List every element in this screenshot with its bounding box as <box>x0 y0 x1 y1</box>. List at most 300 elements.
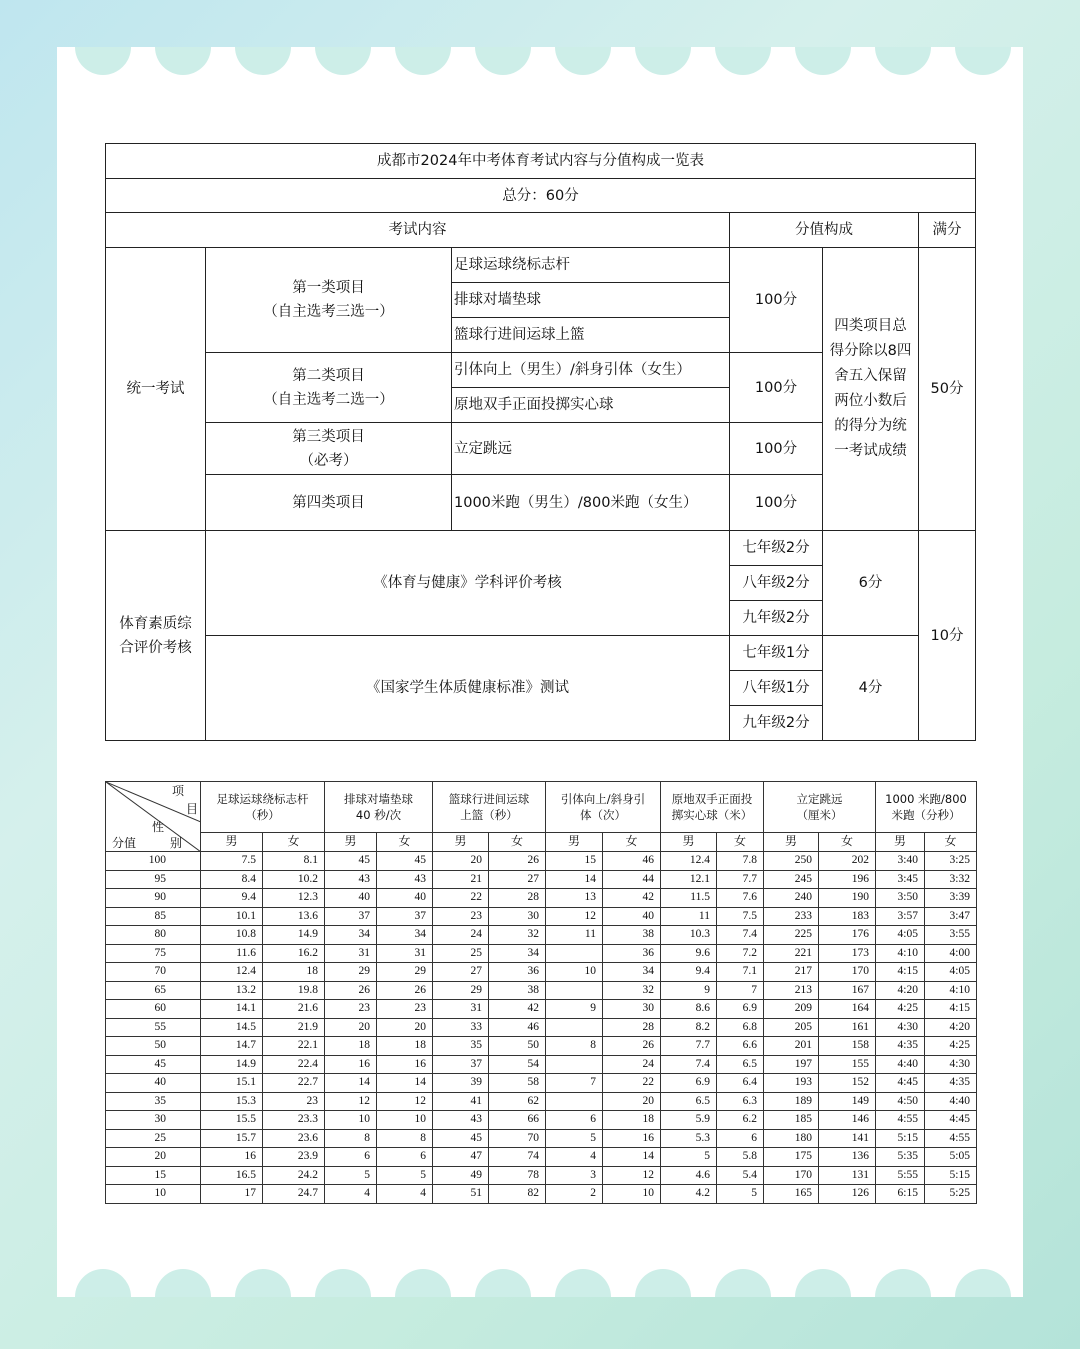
value-cell: 45 <box>377 852 433 871</box>
value-cell: 5 <box>377 1166 433 1185</box>
value-cell: 22.7 <box>263 1074 325 1093</box>
value-cell: 16 <box>201 1148 263 1167</box>
value-cell: 193 <box>764 1074 819 1093</box>
value-cell: 6.5 <box>717 1055 764 1074</box>
gender-female-header: 女 <box>819 833 876 852</box>
gender-male-header: 男 <box>433 833 489 852</box>
value-cell: 240 <box>764 889 819 908</box>
scallop-circle <box>475 1269 531 1297</box>
score-cell: 75 <box>106 944 201 963</box>
value-cell: 3 <box>546 1166 603 1185</box>
scallop-circle <box>395 47 451 75</box>
value-cell: 155 <box>819 1055 876 1074</box>
value-cell: 4:30 <box>925 1055 977 1074</box>
value-cell: 3:40 <box>876 852 925 871</box>
value-cell: 4:40 <box>925 1092 977 1111</box>
scallop-border-top <box>57 47 1023 75</box>
value-cell: 10.1 <box>201 907 263 926</box>
value-cell: 8.4 <box>201 870 263 889</box>
value-cell: 4:15 <box>876 963 925 982</box>
value-cell: 24.2 <box>263 1166 325 1185</box>
value-cell: 4:45 <box>925 1111 977 1130</box>
value-cell: 164 <box>819 1000 876 1019</box>
value-cell: 6.2 <box>717 1111 764 1130</box>
value-cell: 30 <box>603 1000 661 1019</box>
header-full-score: 满分 <box>919 213 976 248</box>
value-cell: 22.4 <box>263 1055 325 1074</box>
value-cell: 146 <box>819 1111 876 1130</box>
value-cell: 50 <box>489 1037 546 1056</box>
value-cell: 3:45 <box>876 870 925 889</box>
value-cell: 5:25 <box>925 1185 977 1204</box>
scallop-circle <box>315 1269 371 1297</box>
value-cell: 11.6 <box>201 944 263 963</box>
value-cell: 26 <box>377 981 433 1000</box>
value-cell: 23 <box>377 1000 433 1019</box>
score-cell: 100 <box>106 852 201 871</box>
value-cell: 62 <box>489 1092 546 1111</box>
value-cell: 32 <box>489 926 546 945</box>
value-cell: 36 <box>489 963 546 982</box>
value-cell: 16 <box>603 1129 661 1148</box>
value-cell: 233 <box>764 907 819 926</box>
scallop-circle <box>75 1269 131 1297</box>
value-cell: 4:25 <box>876 1000 925 1019</box>
table-row <box>106 944 977 963</box>
quality-full-score: 10分 <box>919 531 976 741</box>
value-cell: 3:47 <box>925 907 977 926</box>
cat2-score: 100分 <box>730 353 823 423</box>
scallop-circle <box>715 1269 771 1297</box>
corner-item-label: 项 <box>172 784 185 798</box>
category-3 <box>206 423 452 475</box>
value-cell: 4:45 <box>876 1074 925 1093</box>
value-cell: 12.3 <box>263 889 325 908</box>
value-cell: 5 <box>325 1166 377 1185</box>
value-cell: 14 <box>325 1074 377 1093</box>
value-cell: 34 <box>603 963 661 982</box>
value-cell: 14 <box>546 870 603 889</box>
value-cell: 4 <box>325 1185 377 1204</box>
value-cell: 5:55 <box>876 1166 925 1185</box>
value-cell: 4 <box>377 1185 433 1204</box>
value-cell: 6.8 <box>717 1018 764 1037</box>
value-cell: 5:15 <box>925 1166 977 1185</box>
value-cell: 18 <box>263 963 325 982</box>
value-cell: 36 <box>603 944 661 963</box>
column-header-line: 排球对墙垫球 <box>344 792 413 806</box>
value-cell: 49 <box>433 1166 489 1185</box>
column-header <box>433 782 546 833</box>
value-cell: 4:05 <box>876 926 925 945</box>
value-cell: 28 <box>489 889 546 908</box>
value-cell: 23 <box>325 1000 377 1019</box>
value-cell: 7 <box>717 981 764 1000</box>
quality-assessment-label <box>106 531 206 741</box>
value-cell: 11 <box>661 907 717 926</box>
value-cell: 7.6 <box>717 889 764 908</box>
score-cell: 70 <box>106 963 201 982</box>
score-cell: 30 <box>106 1111 201 1130</box>
value-cell: 5:05 <box>925 1148 977 1167</box>
value-cell: 149 <box>819 1092 876 1111</box>
column-header-line: （秒） <box>245 808 280 822</box>
table-row <box>106 907 977 926</box>
table-row <box>106 1148 977 1167</box>
category-3-note: （必考） <box>299 452 358 469</box>
value-cell: 14.7 <box>201 1037 263 1056</box>
value-cell: 189 <box>764 1092 819 1111</box>
value-cell: 8.2 <box>661 1018 717 1037</box>
value-cell: 19.8 <box>263 981 325 1000</box>
gender-female-header: 女 <box>489 833 546 852</box>
assessment-national-standard: 《国家学生体质健康标准》测试 <box>206 636 730 741</box>
value-cell: 16.2 <box>263 944 325 963</box>
value-cell: 4:10 <box>876 944 925 963</box>
value-cell: 4.6 <box>661 1166 717 1185</box>
value-cell: 33 <box>433 1018 489 1037</box>
score-cell: 10 <box>106 1185 201 1204</box>
value-cell: 4:10 <box>925 981 977 1000</box>
value-cell: 40 <box>377 889 433 908</box>
unified-full-score: 50分 <box>919 248 976 531</box>
score-cell: 35 <box>106 1092 201 1111</box>
value-cell: 8.1 <box>263 852 325 871</box>
table-row <box>106 963 977 982</box>
column-header <box>201 782 325 833</box>
scallop-circle <box>875 1269 931 1297</box>
table-row <box>106 1166 977 1185</box>
score-cell: 15 <box>106 1166 201 1185</box>
score-cell: 65 <box>106 981 201 1000</box>
value-cell: 5.3 <box>661 1129 717 1148</box>
value-cell: 152 <box>819 1074 876 1093</box>
scallop-circle <box>875 47 931 75</box>
table-corner-header <box>106 782 201 852</box>
value-cell: 5.8 <box>717 1148 764 1167</box>
corner-gender-label: 别 <box>170 836 183 850</box>
category-2-note: （自主选考二选一） <box>263 391 394 408</box>
value-cell: 9.4 <box>661 963 717 982</box>
column-header-line: 1000 米跑/800 <box>885 792 967 806</box>
gender-female-header: 女 <box>603 833 661 852</box>
value-cell: 14.5 <box>201 1018 263 1037</box>
value-cell: 209 <box>764 1000 819 1019</box>
value-cell: 82 <box>489 1185 546 1204</box>
value-cell: 4:25 <box>925 1037 977 1056</box>
value-cell: 6 <box>717 1129 764 1148</box>
column-header <box>764 782 876 833</box>
column-header-line: 掷实心球（米） <box>671 808 753 822</box>
value-cell: 42 <box>603 889 661 908</box>
category-1-name: 第一类项目 <box>292 280 365 296</box>
value-cell: 6.3 <box>717 1092 764 1111</box>
value-cell: 15 <box>546 852 603 871</box>
value-cell: 37 <box>377 907 433 926</box>
value-cell: 158 <box>819 1037 876 1056</box>
value-cell: 165 <box>764 1185 819 1204</box>
table-row <box>106 1092 977 1111</box>
value-cell: 15.3 <box>201 1092 263 1111</box>
value-cell: 26 <box>325 981 377 1000</box>
value-cell: 45 <box>433 1129 489 1148</box>
cat3-item: 立定跳远 <box>452 423 730 475</box>
corner-item-label: 目 <box>186 802 199 816</box>
score-cell: 45 <box>106 1055 201 1074</box>
score-cell: 85 <box>106 907 201 926</box>
scallop-circle <box>635 47 691 75</box>
value-cell: 12.1 <box>661 870 717 889</box>
value-cell: 47 <box>433 1148 489 1167</box>
value-cell: 29 <box>377 963 433 982</box>
value-cell: 24.7 <box>263 1185 325 1204</box>
cat4-item: 1000米跑（男生）/800米跑（女生） <box>452 475 730 531</box>
value-cell: 30 <box>489 907 546 926</box>
scoring-standards-table <box>105 781 977 1204</box>
value-cell: 3:25 <box>925 852 977 871</box>
value-cell: 10 <box>325 1111 377 1130</box>
table-row <box>106 1129 977 1148</box>
column-header-line: 上篮（秒） <box>460 808 518 822</box>
value-cell: 6 <box>325 1148 377 1167</box>
gender-female-header: 女 <box>377 833 433 852</box>
value-cell: 15.1 <box>201 1074 263 1093</box>
category-1-note: （自主选考三选一） <box>263 304 394 320</box>
value-cell: 43 <box>433 1111 489 1130</box>
value-cell: 9 <box>661 981 717 1000</box>
scallop-circle <box>795 1269 851 1297</box>
value-cell: 5 <box>717 1185 764 1204</box>
value-cell: 12.4 <box>661 852 717 871</box>
score-cell: 50 <box>106 1037 201 1056</box>
column-header <box>325 782 433 833</box>
value-cell: 6:15 <box>876 1185 925 1204</box>
value-cell: 131 <box>819 1166 876 1185</box>
value-cell: 31 <box>325 944 377 963</box>
value-cell: 167 <box>819 981 876 1000</box>
value-cell: 23 <box>433 907 489 926</box>
value-cell: 7.7 <box>717 870 764 889</box>
table-row <box>106 1111 977 1130</box>
value-cell <box>546 1055 603 1074</box>
gender-male-header: 男 <box>661 833 717 852</box>
value-cell: 8 <box>325 1129 377 1148</box>
value-cell: 20 <box>433 852 489 871</box>
value-cell <box>546 1018 603 1037</box>
value-cell: 6 <box>377 1148 433 1167</box>
scallop-circle <box>315 47 371 75</box>
table-row <box>106 1074 977 1093</box>
value-cell: 74 <box>489 1148 546 1167</box>
value-cell: 205 <box>764 1018 819 1037</box>
value-cell: 13.6 <box>263 907 325 926</box>
value-cell: 31 <box>377 944 433 963</box>
value-cell: 4:15 <box>925 1000 977 1019</box>
value-cell: 15.5 <box>201 1111 263 1130</box>
value-cell: 40 <box>603 907 661 926</box>
value-cell: 7.5 <box>201 852 263 871</box>
total-score: 总分：60分 <box>106 179 976 213</box>
value-cell: 38 <box>603 926 661 945</box>
value-cell: 25 <box>433 944 489 963</box>
value-cell: 18 <box>377 1037 433 1056</box>
value-cell: 66 <box>489 1111 546 1130</box>
value-cell: 9.6 <box>661 944 717 963</box>
gender-male-header: 男 <box>876 833 925 852</box>
value-cell: 23.6 <box>263 1129 325 1148</box>
value-cell: 3:57 <box>876 907 925 926</box>
column-header-line: 体（次） <box>580 808 626 822</box>
score-cell: 60 <box>106 1000 201 1019</box>
table-row <box>106 926 977 945</box>
score-cell: 80 <box>106 926 201 945</box>
value-cell: 16 <box>325 1055 377 1074</box>
value-cell: 32 <box>603 981 661 1000</box>
value-cell: 4:20 <box>925 1018 977 1037</box>
quality-label-line: 合评价考核 <box>119 639 192 656</box>
score-cell: 25 <box>106 1129 201 1148</box>
value-cell: 41 <box>433 1092 489 1111</box>
grade-score: 九年级2分 <box>730 706 823 741</box>
unified-score-note: 四类项目总得分除以8四舍五入保留两位小数后的得分为统一考试成绩 <box>823 248 919 531</box>
value-cell: 9.4 <box>201 889 263 908</box>
value-cell: 10 <box>603 1185 661 1204</box>
value-cell: 5.9 <box>661 1111 717 1130</box>
value-cell: 4:20 <box>876 981 925 1000</box>
value-cell: 7.4 <box>717 926 764 945</box>
value-cell: 10 <box>377 1111 433 1130</box>
value-cell: 126 <box>819 1185 876 1204</box>
value-cell: 7.4 <box>661 1055 717 1074</box>
value-cell <box>546 944 603 963</box>
value-cell: 3:32 <box>925 870 977 889</box>
gender-female-header: 女 <box>925 833 977 852</box>
value-cell: 14.9 <box>201 1055 263 1074</box>
value-cell: 23.3 <box>263 1111 325 1130</box>
gender-female-header: 女 <box>263 833 325 852</box>
cat4-score: 100分 <box>730 475 823 531</box>
value-cell: 21.6 <box>263 1000 325 1019</box>
scallop-circle <box>955 47 1011 75</box>
value-cell: 43 <box>377 870 433 889</box>
value-cell: 136 <box>819 1148 876 1167</box>
table-row <box>106 1055 977 1074</box>
value-cell: 34 <box>325 926 377 945</box>
value-cell: 27 <box>433 963 489 982</box>
value-cell: 6.9 <box>661 1074 717 1093</box>
value-cell: 7.7 <box>661 1037 717 1056</box>
value-cell: 7.5 <box>717 907 764 926</box>
cat2-item: 引体向上（男生）/斜身引体（女生） <box>452 353 730 388</box>
value-cell: 7.8 <box>717 852 764 871</box>
scallop-circle <box>395 1269 451 1297</box>
value-cell: 22.1 <box>263 1037 325 1056</box>
value-cell: 10.2 <box>263 870 325 889</box>
grade-score: 七年级2分 <box>730 531 823 566</box>
value-cell: 24 <box>433 926 489 945</box>
value-cell: 2 <box>546 1185 603 1204</box>
value-cell: 24 <box>603 1055 661 1074</box>
value-cell: 175 <box>764 1148 819 1167</box>
table-row <box>106 981 977 1000</box>
value-cell: 22 <box>603 1074 661 1093</box>
category-2 <box>206 353 452 423</box>
value-cell: 10.8 <box>201 926 263 945</box>
value-cell: 12.4 <box>201 963 263 982</box>
column-header-line: （厘米） <box>796 808 843 822</box>
value-cell: 13 <box>546 889 603 908</box>
table-title: 成都市2024年中考体育考试内容与分值构成一览表 <box>106 144 976 179</box>
value-cell: 170 <box>819 963 876 982</box>
value-cell: 250 <box>764 852 819 871</box>
value-cell: 51 <box>433 1185 489 1204</box>
value-cell: 5 <box>661 1148 717 1167</box>
value-cell: 8 <box>546 1037 603 1056</box>
value-cell: 8 <box>377 1129 433 1148</box>
value-cell: 16.5 <box>201 1166 263 1185</box>
value-cell: 17 <box>201 1185 263 1204</box>
gender-male-header: 男 <box>764 833 819 852</box>
value-cell: 21 <box>433 870 489 889</box>
table-row <box>106 1037 977 1056</box>
grade-score: 八年级2分 <box>730 566 823 601</box>
value-cell <box>546 1092 603 1111</box>
value-cell <box>546 981 603 1000</box>
quality-label-line: 体育素质综 <box>119 615 192 632</box>
score-cell: 90 <box>106 889 201 908</box>
value-cell: 26 <box>603 1037 661 1056</box>
value-cell: 29 <box>325 963 377 982</box>
value-cell: 4.2 <box>661 1185 717 1204</box>
corner-score-label: 分值 <box>112 836 137 850</box>
scallop-circle <box>795 47 851 75</box>
value-cell: 16 <box>377 1055 433 1074</box>
table-row <box>106 870 977 889</box>
category-2-name: 第二类项目 <box>292 367 365 384</box>
table-row <box>106 852 977 871</box>
value-cell: 45 <box>325 852 377 871</box>
scallop-circle <box>235 1269 291 1297</box>
value-cell: 7 <box>546 1074 603 1093</box>
column-header <box>546 782 661 833</box>
value-cell: 54 <box>489 1055 546 1074</box>
value-cell: 35 <box>433 1037 489 1056</box>
corner-gender-label: 性 <box>152 820 165 834</box>
value-cell: 190 <box>819 889 876 908</box>
value-cell: 185 <box>764 1111 819 1130</box>
value-cell: 6 <box>546 1111 603 1130</box>
value-cell: 141 <box>819 1129 876 1148</box>
value-cell: 5.4 <box>717 1166 764 1185</box>
value-cell: 6.5 <box>661 1092 717 1111</box>
value-cell: 173 <box>819 944 876 963</box>
value-cell: 37 <box>433 1055 489 1074</box>
value-cell: 37 <box>325 907 377 926</box>
value-cell: 78 <box>489 1166 546 1185</box>
value-cell: 161 <box>819 1018 876 1037</box>
grade-score: 九年级2分 <box>730 601 823 636</box>
value-cell: 10.3 <box>661 926 717 945</box>
value-cell: 6.4 <box>717 1074 764 1093</box>
value-cell: 21.9 <box>263 1018 325 1037</box>
value-cell: 43 <box>325 870 377 889</box>
cat1-item: 排球对墙垫球 <box>452 283 730 318</box>
scallop-circle <box>475 47 531 75</box>
score-cell: 95 <box>106 870 201 889</box>
column-header-line: 米跑（分秒） <box>891 808 961 822</box>
column-header <box>661 782 764 833</box>
cat2-item: 原地双手正面投掷实心球 <box>452 388 730 423</box>
